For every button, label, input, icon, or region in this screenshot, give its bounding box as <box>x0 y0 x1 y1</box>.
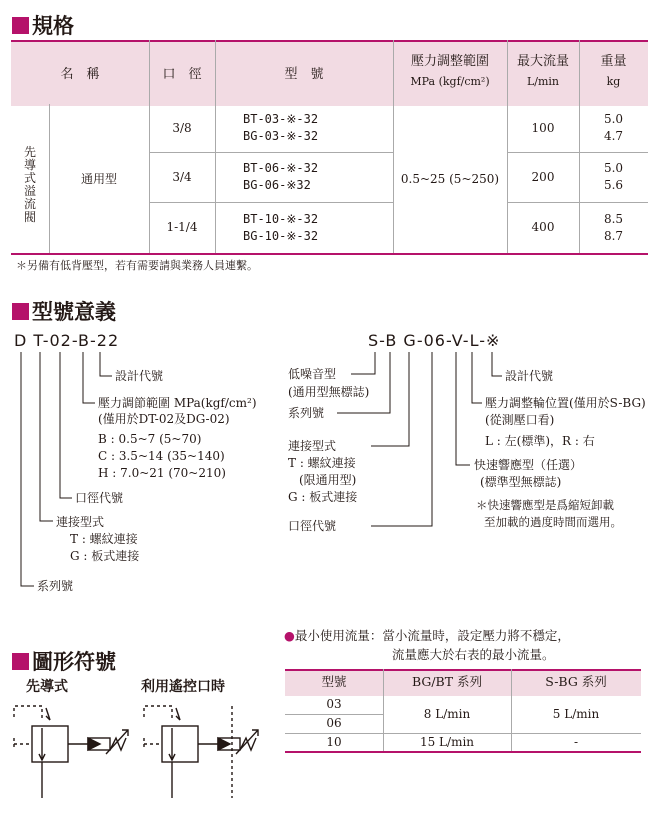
min-flow-intro-2: 流量應大於右表的最小流量。 <box>392 647 555 662</box>
adjust-position-lr: L : 左(標準)，R : 右 <box>485 434 595 448</box>
connection-t: T : 螺紋連接 <box>288 456 356 470</box>
category-label: 先導式溢流閥 <box>23 145 36 224</box>
design-code-label: 設計代號 <box>115 369 164 383</box>
fast-response-desc: 至加載的過度時間而選用。 <box>484 515 622 529</box>
port-value: 3/8 <box>172 120 192 135</box>
connection-g: G : 板式連接 <box>288 490 358 504</box>
header-bg-series: BG/BT 系列 <box>411 674 483 689</box>
symbol-label-pilot: 先導式 <box>26 679 68 695</box>
header-flow: 最大流量 L/min <box>516 54 569 88</box>
section-title-model: 型號意義 <box>12 296 116 326</box>
model-code-left: D T-02-B-22 <box>14 331 120 350</box>
table-bottom-rule <box>285 751 641 753</box>
min-flow-model: 10 <box>326 734 342 749</box>
flow-value: 100 <box>531 120 555 135</box>
low-noise-label: 低噪音型 <box>288 367 337 381</box>
model-list: BT-10-※-32 BG-10-※-32 <box>243 212 319 243</box>
model-list: BT-03-※-32 BG-03-※-32 <box>243 112 319 143</box>
port-value: 1-1/4 <box>166 220 198 234</box>
port-code-label: 口徑代號 <box>75 491 124 505</box>
header-model: 型號 <box>321 674 347 689</box>
header-model: 型 號 <box>284 66 324 82</box>
connection-title: 連接型式 <box>56 515 105 529</box>
min-flow-intro: ●最小使用流量：當小流量時，設定壓力將不穩定， <box>284 628 570 643</box>
connection-t-note: (限通用型) <box>299 473 357 487</box>
flow-value: 400 <box>531 220 555 234</box>
min-flow-sbg-value: 5 L/min <box>552 706 600 721</box>
min-flow-model: 06 <box>326 716 342 730</box>
model-code-right: S-B G-06-V-L-※ <box>368 331 501 350</box>
adjust-position-title: 壓力調整輪位置(僅用於S-BG) <box>485 396 646 410</box>
pressure-range-title: 壓力調節範圍 MPa(kgf/cm²) <box>98 396 257 410</box>
header-pressure: 壓力調整範圍 MPa (kgf/cm²) <box>410 54 490 88</box>
series-label: 系列號 <box>37 579 74 593</box>
min-flow-sbg-value: - <box>573 734 579 749</box>
relief-valve-symbol-remote <box>140 698 270 803</box>
section-title-spec: 規格 <box>12 10 74 40</box>
port-value: 3/4 <box>172 169 192 184</box>
weight-value: 5.0 5.6 <box>603 161 624 192</box>
weight-value: 5.0 4.7 <box>603 112 624 143</box>
model-list: BT-06-※-32 BG-06-※32 <box>243 161 319 192</box>
low-noise-note: (通用型無標誌) <box>288 385 370 399</box>
relief-valve-symbol-pilot <box>10 698 140 803</box>
pressure-value: 0.5~25 (5~250) <box>400 171 500 186</box>
range-b: B : 0.5~7 (5~70) <box>98 432 202 446</box>
header-port: 口 徑 <box>162 66 202 82</box>
connection-title: 連接型式 <box>288 439 337 453</box>
min-flow-model: 03 <box>326 697 342 711</box>
series-label: 系列號 <box>288 406 325 420</box>
type-label: 通用型 <box>80 171 117 186</box>
weight-value: 8.5 8.7 <box>603 211 624 243</box>
fast-response-title: 快速響應型（任選） <box>474 458 583 472</box>
range-h: H : 7.0~21 (70~210) <box>98 466 226 480</box>
min-flow-bg-value: 15 L/min <box>419 734 475 749</box>
design-code-label: 設計代號 <box>505 369 554 383</box>
connection-g: G : 板式連接 <box>70 549 140 563</box>
flow-value: 200 <box>531 169 555 184</box>
min-flow-bg-value: 8 L/min <box>423 706 471 721</box>
adjust-position-note: (從測壓口看) <box>485 413 555 427</box>
header-name: 名 稱 <box>60 66 100 82</box>
header-weight: 重量 kg <box>600 54 627 88</box>
spec-note: ＊另備有低背壓型，若有需要請與業務人員連繫。 <box>16 259 258 272</box>
fast-response-note: (標準型無標誌) <box>480 475 562 489</box>
range-c: C : 3.5~14 (35~140) <box>98 449 225 463</box>
section-title-symbol: 圖形符號 <box>12 646 116 676</box>
section-marker <box>12 653 29 670</box>
connection-t: T : 螺紋連接 <box>70 532 138 546</box>
symbol-label-remote: 利用遙控口時 <box>141 679 225 695</box>
fast-response-desc: ＊快速響應型是爲縮短卸載 <box>476 498 614 512</box>
bullet-icon: ● <box>284 628 295 643</box>
header-sbg-series: S-BG 系列 <box>545 674 607 689</box>
port-code-label: 口徑代號 <box>288 519 337 533</box>
pressure-range-note: (僅用於DT-02及DG-02) <box>98 412 230 426</box>
